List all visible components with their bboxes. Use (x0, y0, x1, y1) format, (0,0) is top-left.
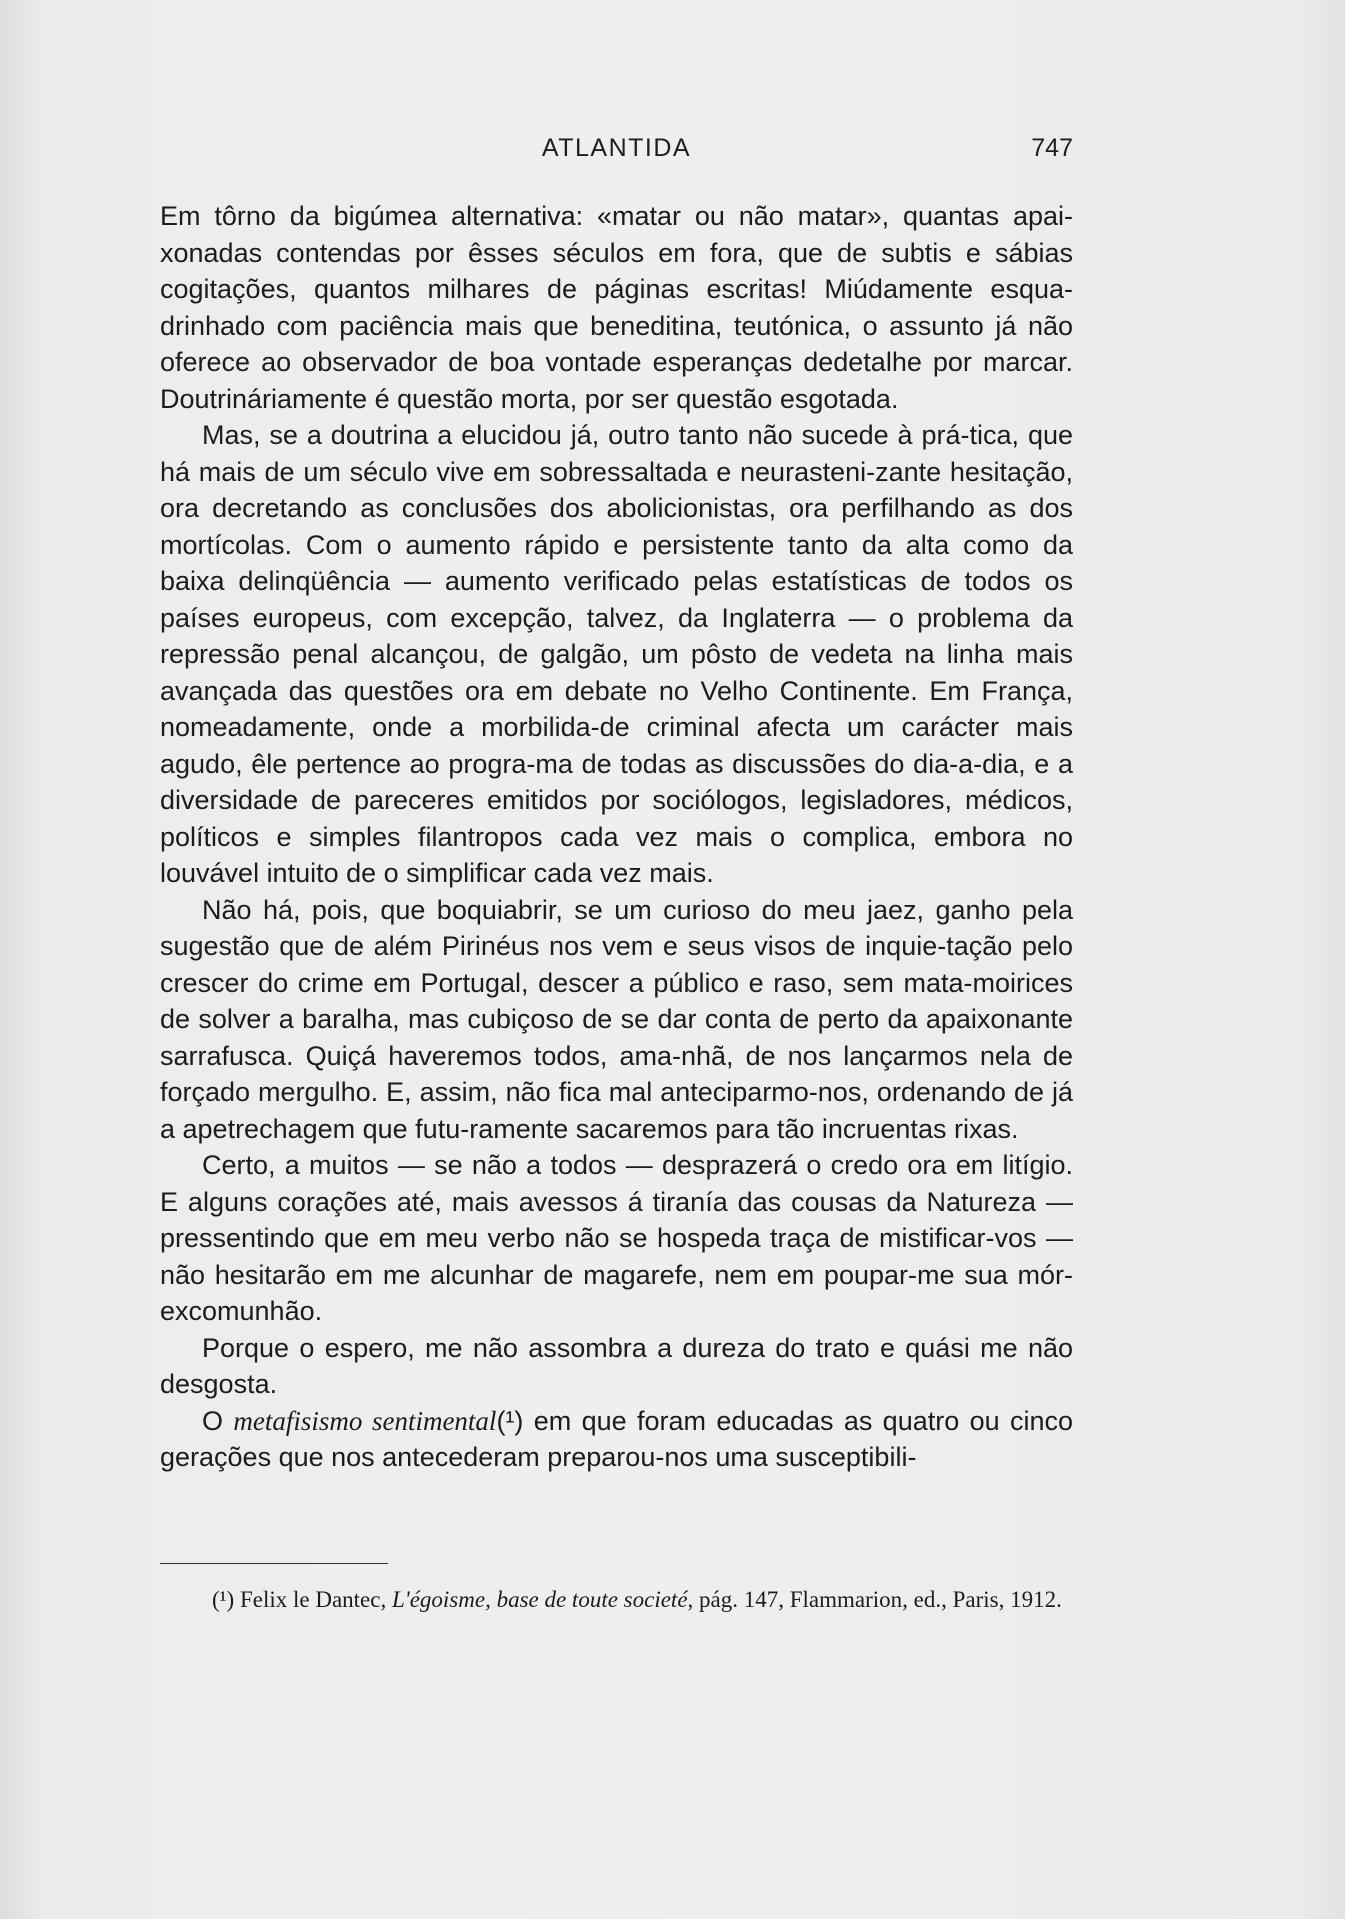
footnote-author: Felix le Dantec, (234, 1587, 392, 1612)
page-header (160, 134, 1073, 174)
footnote-divider (160, 1563, 388, 1564)
paragraph-6-rest: em que foram educadas as quatro ou cinco gerações que nos antecederam preparou-nos uma susceptibili- (160, 1405, 1073, 1472)
footnote-reference: (¹) (496, 1405, 524, 1436)
paragraph-6-start: O (202, 1405, 234, 1436)
paragraph-4: Certo, a muitos — se não a todos — desprazerá o credo ora em litígio. E alguns corações até, mais avessos á tiranía das cousas da Natureza — pressentindo que em meu verbo não se hospeda traça de mistificar-vos — não hesitarão em me alcunhar de magarefe, nem em poupar-me sua mór-excomunhão. (160, 1150, 1073, 1326)
paragraph-6 (160, 1403, 1073, 1476)
footnote (160, 1584, 1073, 1616)
running-title: ATLANTIDA (541, 134, 692, 162)
page-number: 747 (1031, 134, 1073, 162)
body-text (160, 198, 1073, 1476)
paragraph-5: Porque o espero, me não assombra a dureza do trato e quási me não desgosta. (160, 1332, 1073, 1399)
footnote-citation: , pág. 147, Flammarion, ed., Paris, 1912. (687, 1587, 1062, 1612)
italic-term: metafisismo sentimental (233, 1405, 497, 1436)
footnote-title: L'égoisme, base de toute societé (391, 1587, 688, 1612)
paragraph-3: Não há, pois, que boquiabrir, se um curioso do meu jaez, ganho pela sugestão que de além Pirinéus nos vem e seus visos de inquie-tação pelo crescer do crime em Portugal, descer a público e raso, sem mata-moirices de solver a baralha, mas cubiçoso de se dar conta de perto da apaixonante sarrafusca. Quiçá haveremos todos, ama-nhã, de nos lançarmos nela de forçado mergulho. E, assim, não fica mal anteciparmo-nos, ordenando de já a apetrechagem que futu-ramente sacaremos para tão incruentas rixas. (160, 894, 1073, 1144)
paragraph-2: Mas, se a doutrina a elucidou já, outro tanto não sucede à prá-tica, que há mais de um século vive em sobressaltada e neurasteni-zante hesitação, ora decretando as conclusões dos abolicionistas, ora perfilhando as dos mortícolas. Com o aumento rápido e persistente tanto da alta como da baixa delinqüência — aumento verificado pelas estatísticas de todos os países europeus, com excepção, talvez, da Inglaterra — o problema da repressão penal alcançou, de galgão, um pôsto de vedeta na linha mais avançada das questões ora em debate no Velho Continente. Em França, nomeadamente, onde a morbilida-de criminal afecta um carácter mais agudo, êle pertence ao progra-ma de todas as discussões do dia-a-dia, e a diversidade de pareceres emitidos por sociólogos, legisladores, médicos, políticos e simples filantropos cada vez mais o complica, embora no louvável intuito de o simplificar cada vez mais. (160, 420, 1073, 888)
footnote-mark: (¹) (212, 1587, 235, 1612)
paragraph-1: Em tôrno da bigúmea alternativa: «matar ou não matar», quantas apai-xonadas contendas por êsses séculos em fora, que de subtis e sábias cogitações, quantos milhares de páginas escritas! Miúdamente esqua-drinhado com paciência mais que beneditina, teutónica, o assunto já não oferece ao observador de boa vontade esperanças dedetalhe por marcar. Doutrináriamente é questão morta, por ser questão esgotada. (160, 201, 1073, 414)
